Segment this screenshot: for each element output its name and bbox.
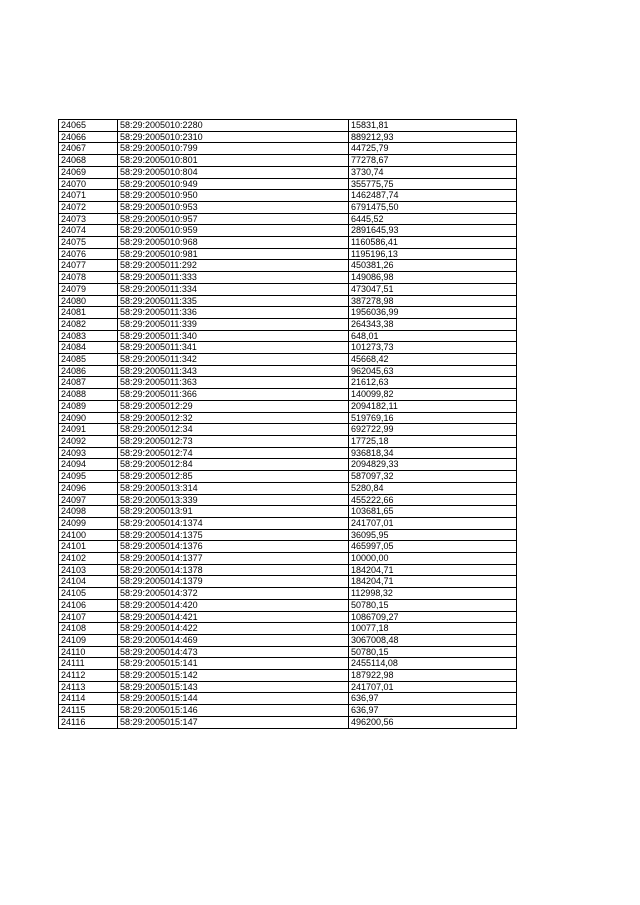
value-cell: 21612,63: [349, 377, 517, 389]
row-number-cell: 24107: [59, 611, 118, 623]
cadastral-number-cell: 58:29:2005010:804: [118, 166, 349, 178]
table-row: [59, 529, 517, 541]
table-row: [59, 225, 517, 237]
table-row: [59, 670, 517, 682]
row-number-cell: 24087: [59, 377, 118, 389]
cadastral-number-cell: 58:29:2005011:342: [118, 354, 349, 366]
cadastral-number-cell: 58:29:2005011:341: [118, 342, 349, 354]
table-row: [59, 178, 517, 190]
cadastral-number-cell: 58:29:2005012:73: [118, 435, 349, 447]
table-row: [59, 588, 517, 600]
table-row: [59, 318, 517, 330]
table-row: [59, 377, 517, 389]
row-number-cell: 24069: [59, 166, 118, 178]
cadastral-number-cell: 58:29:2005010:968: [118, 237, 349, 249]
cadastral-number-cell: 58:29:2005012:34: [118, 424, 349, 436]
cadastral-number-cell: 58:29:2005014:422: [118, 623, 349, 635]
row-number-cell: 24114: [59, 693, 118, 705]
row-number-cell: 24115: [59, 705, 118, 717]
row-number-cell: 24090: [59, 412, 118, 424]
cadastral-number-cell: 58:29:2005014:421: [118, 611, 349, 623]
cadastral-number-cell: 58:29:2005011:336: [118, 307, 349, 319]
row-number-cell: 24098: [59, 506, 118, 518]
table-row: [59, 435, 517, 447]
row-number-cell: 24080: [59, 295, 118, 307]
value-cell: 149086,98: [349, 272, 517, 284]
cadastral-number-cell: 58:29:2005014:420: [118, 599, 349, 611]
value-cell: 889212,93: [349, 131, 517, 143]
cadastral-number-cell: 58:29:2005010:2280: [118, 120, 349, 132]
cadastral-number-cell: 58:29:2005011:363: [118, 377, 349, 389]
row-number-cell: 24085: [59, 354, 118, 366]
value-cell: 648,01: [349, 330, 517, 342]
value-cell: 101273,73: [349, 342, 517, 354]
table-row: [59, 517, 517, 529]
cadastral-number-cell: 58:29:2005012:29: [118, 400, 349, 412]
cadastral-number-cell: 58:29:2005014:372: [118, 588, 349, 600]
value-cell: 1160586,41: [349, 237, 517, 249]
table-row: [59, 389, 517, 401]
row-number-cell: 24097: [59, 494, 118, 506]
table-row: [59, 459, 517, 471]
cadastral-number-cell: 58:29:2005010:801: [118, 155, 349, 167]
row-number-cell: 24105: [59, 588, 118, 600]
row-number-cell: 24071: [59, 190, 118, 202]
value-cell: 17725,18: [349, 435, 517, 447]
table-row: [59, 330, 517, 342]
cadastral-number-cell: 58:29:2005014:473: [118, 646, 349, 658]
value-cell: 936818,34: [349, 447, 517, 459]
value-cell: 465997,05: [349, 541, 517, 553]
row-number-cell: 24099: [59, 517, 118, 529]
cadastral-number-cell: 58:29:2005011:339: [118, 318, 349, 330]
cadastral-number-cell: 58:29:2005010:959: [118, 225, 349, 237]
value-cell: 2891645,93: [349, 225, 517, 237]
row-number-cell: 24075: [59, 237, 118, 249]
row-number-cell: 24073: [59, 213, 118, 225]
value-cell: 184204,71: [349, 576, 517, 588]
row-number-cell: 24091: [59, 424, 118, 436]
value-cell: 519769,16: [349, 412, 517, 424]
table-row: [59, 623, 517, 635]
row-number-cell: 24108: [59, 623, 118, 635]
value-cell: 3067008,48: [349, 634, 517, 646]
table-row: [59, 400, 517, 412]
cadastral-number-cell: 58:29:2005014:1375: [118, 529, 349, 541]
cadastral-number-cell: 58:29:2005010:981: [118, 248, 349, 260]
row-number-cell: 24088: [59, 389, 118, 401]
value-cell: 15831,81: [349, 120, 517, 132]
row-number-cell: 24076: [59, 248, 118, 260]
table-row: [59, 190, 517, 202]
table-row: [59, 494, 517, 506]
table-row: [59, 658, 517, 670]
row-number-cell: 24104: [59, 576, 118, 588]
table-row: [59, 705, 517, 717]
row-number-cell: 24109: [59, 634, 118, 646]
cadastral-number-cell: 58:29:2005015:141: [118, 658, 349, 670]
table-row: [59, 599, 517, 611]
value-cell: 184204,71: [349, 564, 517, 576]
value-cell: 2455114,08: [349, 658, 517, 670]
value-cell: 45668,42: [349, 354, 517, 366]
table-row: [59, 248, 517, 260]
row-number-cell: 24082: [59, 318, 118, 330]
value-cell: 187922,98: [349, 670, 517, 682]
cadastral-number-cell: 58:29:2005014:1377: [118, 553, 349, 565]
cadastral-number-cell: 58:29:2005013:314: [118, 482, 349, 494]
value-cell: 355775,75: [349, 178, 517, 190]
row-number-cell: 24106: [59, 599, 118, 611]
table-row: [59, 166, 517, 178]
cadastral-number-cell: 58:29:2005014:1378: [118, 564, 349, 576]
table-row: [59, 272, 517, 284]
row-number-cell: 24092: [59, 435, 118, 447]
value-cell: 1195196,13: [349, 248, 517, 260]
table-row: [59, 634, 517, 646]
table-row: [59, 260, 517, 272]
row-number-cell: 24113: [59, 681, 118, 693]
row-number-cell: 24072: [59, 201, 118, 213]
table-row: [59, 213, 517, 225]
value-cell: 455222,66: [349, 494, 517, 506]
cadastral-number-cell: 58:29:2005013:339: [118, 494, 349, 506]
value-cell: 10077,18: [349, 623, 517, 635]
row-number-cell: 24066: [59, 131, 118, 143]
cadastral-number-cell: 58:29:2005010:799: [118, 143, 349, 155]
row-number-cell: 24079: [59, 283, 118, 295]
cadastral-number-cell: 58:29:2005010:2310: [118, 131, 349, 143]
row-number-cell: 24093: [59, 447, 118, 459]
value-cell: 6445,52: [349, 213, 517, 225]
cadastral-number-cell: 58:29:2005010:949: [118, 178, 349, 190]
value-cell: 241707,01: [349, 681, 517, 693]
table-row: [59, 681, 517, 693]
cadastral-number-cell: 58:29:2005011:340: [118, 330, 349, 342]
table-body: [59, 120, 517, 729]
row-number-cell: 24074: [59, 225, 118, 237]
cadastral-number-cell: 58:29:2005014:1379: [118, 576, 349, 588]
table-row: [59, 155, 517, 167]
value-cell: 962045,63: [349, 365, 517, 377]
row-number-cell: 24065: [59, 120, 118, 132]
table-row: [59, 120, 517, 132]
row-number-cell: 24070: [59, 178, 118, 190]
cadastral-number-cell: 58:29:2005012:74: [118, 447, 349, 459]
table-row: [59, 553, 517, 565]
table-row: [59, 576, 517, 588]
table-row: [59, 424, 517, 436]
row-number-cell: 24067: [59, 143, 118, 155]
value-cell: 241707,01: [349, 517, 517, 529]
cadastral-number-cell: 58:29:2005015:147: [118, 716, 349, 728]
table-row: [59, 646, 517, 658]
row-number-cell: 24116: [59, 716, 118, 728]
table-row: [59, 482, 517, 494]
cadastral-number-cell: 58:29:2005012:85: [118, 471, 349, 483]
value-cell: 50780,15: [349, 599, 517, 611]
cadastral-number-cell: 58:29:2005013:91: [118, 506, 349, 518]
value-cell: 387278,98: [349, 295, 517, 307]
value-cell: 10000,00: [349, 553, 517, 565]
row-number-cell: 24102: [59, 553, 118, 565]
cadastral-number-cell: 58:29:2005014:1374: [118, 517, 349, 529]
value-cell: 496200,56: [349, 716, 517, 728]
table-row: [59, 201, 517, 213]
cadastral-number-cell: 58:29:2005015:146: [118, 705, 349, 717]
cadastral-number-cell: 58:29:2005011:333: [118, 272, 349, 284]
value-cell: 140099,82: [349, 389, 517, 401]
value-cell: 77278,67: [349, 155, 517, 167]
value-cell: 3730,74: [349, 166, 517, 178]
row-number-cell: 24081: [59, 307, 118, 319]
value-cell: 1462487,74: [349, 190, 517, 202]
row-number-cell: 24110: [59, 646, 118, 658]
table-row: [59, 506, 517, 518]
value-cell: 587097,32: [349, 471, 517, 483]
table-row: [59, 471, 517, 483]
table-row: [59, 447, 517, 459]
value-cell: 50780,15: [349, 646, 517, 658]
row-number-cell: 24086: [59, 365, 118, 377]
row-number-cell: 24112: [59, 670, 118, 682]
row-number-cell: 24100: [59, 529, 118, 541]
row-number-cell: 24094: [59, 459, 118, 471]
value-cell: 2094829,33: [349, 459, 517, 471]
table-row: [59, 283, 517, 295]
cadastral-number-cell: 58:29:2005012:32: [118, 412, 349, 424]
cadastral-number-cell: 58:29:2005011:335: [118, 295, 349, 307]
cadastral-number-cell: 58:29:2005011:292: [118, 260, 349, 272]
cadastral-number-cell: 58:29:2005010:957: [118, 213, 349, 225]
cadastral-number-cell: 58:29:2005010:953: [118, 201, 349, 213]
value-cell: 6791475,50: [349, 201, 517, 213]
cadastral-number-cell: 58:29:2005015:143: [118, 681, 349, 693]
cadastral-value-table: [58, 119, 517, 729]
value-cell: 473047,51: [349, 283, 517, 295]
table-row: [59, 237, 517, 249]
table-row: [59, 611, 517, 623]
value-cell: 36095,95: [349, 529, 517, 541]
row-number-cell: 24111: [59, 658, 118, 670]
cadastral-number-cell: 58:29:2005012:84: [118, 459, 349, 471]
cadastral-number-cell: 58:29:2005011:334: [118, 283, 349, 295]
row-number-cell: 24095: [59, 471, 118, 483]
value-cell: 44725,79: [349, 143, 517, 155]
value-cell: 112998,32: [349, 588, 517, 600]
table-row: [59, 716, 517, 728]
table-row: [59, 412, 517, 424]
value-cell: 692722,99: [349, 424, 517, 436]
cadastral-number-cell: 58:29:2005015:144: [118, 693, 349, 705]
cadastral-number-cell: 58:29:2005010:950: [118, 190, 349, 202]
cadastral-number-cell: 58:29:2005014:1376: [118, 541, 349, 553]
value-cell: 2094182,11: [349, 400, 517, 412]
value-cell: 264343,38: [349, 318, 517, 330]
table-row: [59, 307, 517, 319]
table-row: [59, 541, 517, 553]
row-number-cell: 24096: [59, 482, 118, 494]
row-number-cell: 24103: [59, 564, 118, 576]
table-row: [59, 365, 517, 377]
table-row: [59, 131, 517, 143]
table-row: [59, 295, 517, 307]
cadastral-number-cell: 58:29:2005011:366: [118, 389, 349, 401]
value-cell: 1086709,27: [349, 611, 517, 623]
row-number-cell: 24084: [59, 342, 118, 354]
value-cell: 636,97: [349, 705, 517, 717]
value-cell: 1956036,99: [349, 307, 517, 319]
value-cell: 636,97: [349, 693, 517, 705]
cadastral-number-cell: 58:29:2005011:343: [118, 365, 349, 377]
row-number-cell: 24077: [59, 260, 118, 272]
value-cell: 450381,26: [349, 260, 517, 272]
value-cell: 103681,65: [349, 506, 517, 518]
cadastral-number-cell: 58:29:2005015:142: [118, 670, 349, 682]
row-number-cell: 24068: [59, 155, 118, 167]
cadastral-number-cell: 58:29:2005014:469: [118, 634, 349, 646]
row-number-cell: 24083: [59, 330, 118, 342]
table-row: [59, 354, 517, 366]
table-row: [59, 342, 517, 354]
row-number-cell: 24089: [59, 400, 118, 412]
table-row: [59, 693, 517, 705]
table-row: [59, 564, 517, 576]
table-row: [59, 143, 517, 155]
row-number-cell: 24101: [59, 541, 118, 553]
value-cell: 5280,84: [349, 482, 517, 494]
row-number-cell: 24078: [59, 272, 118, 284]
